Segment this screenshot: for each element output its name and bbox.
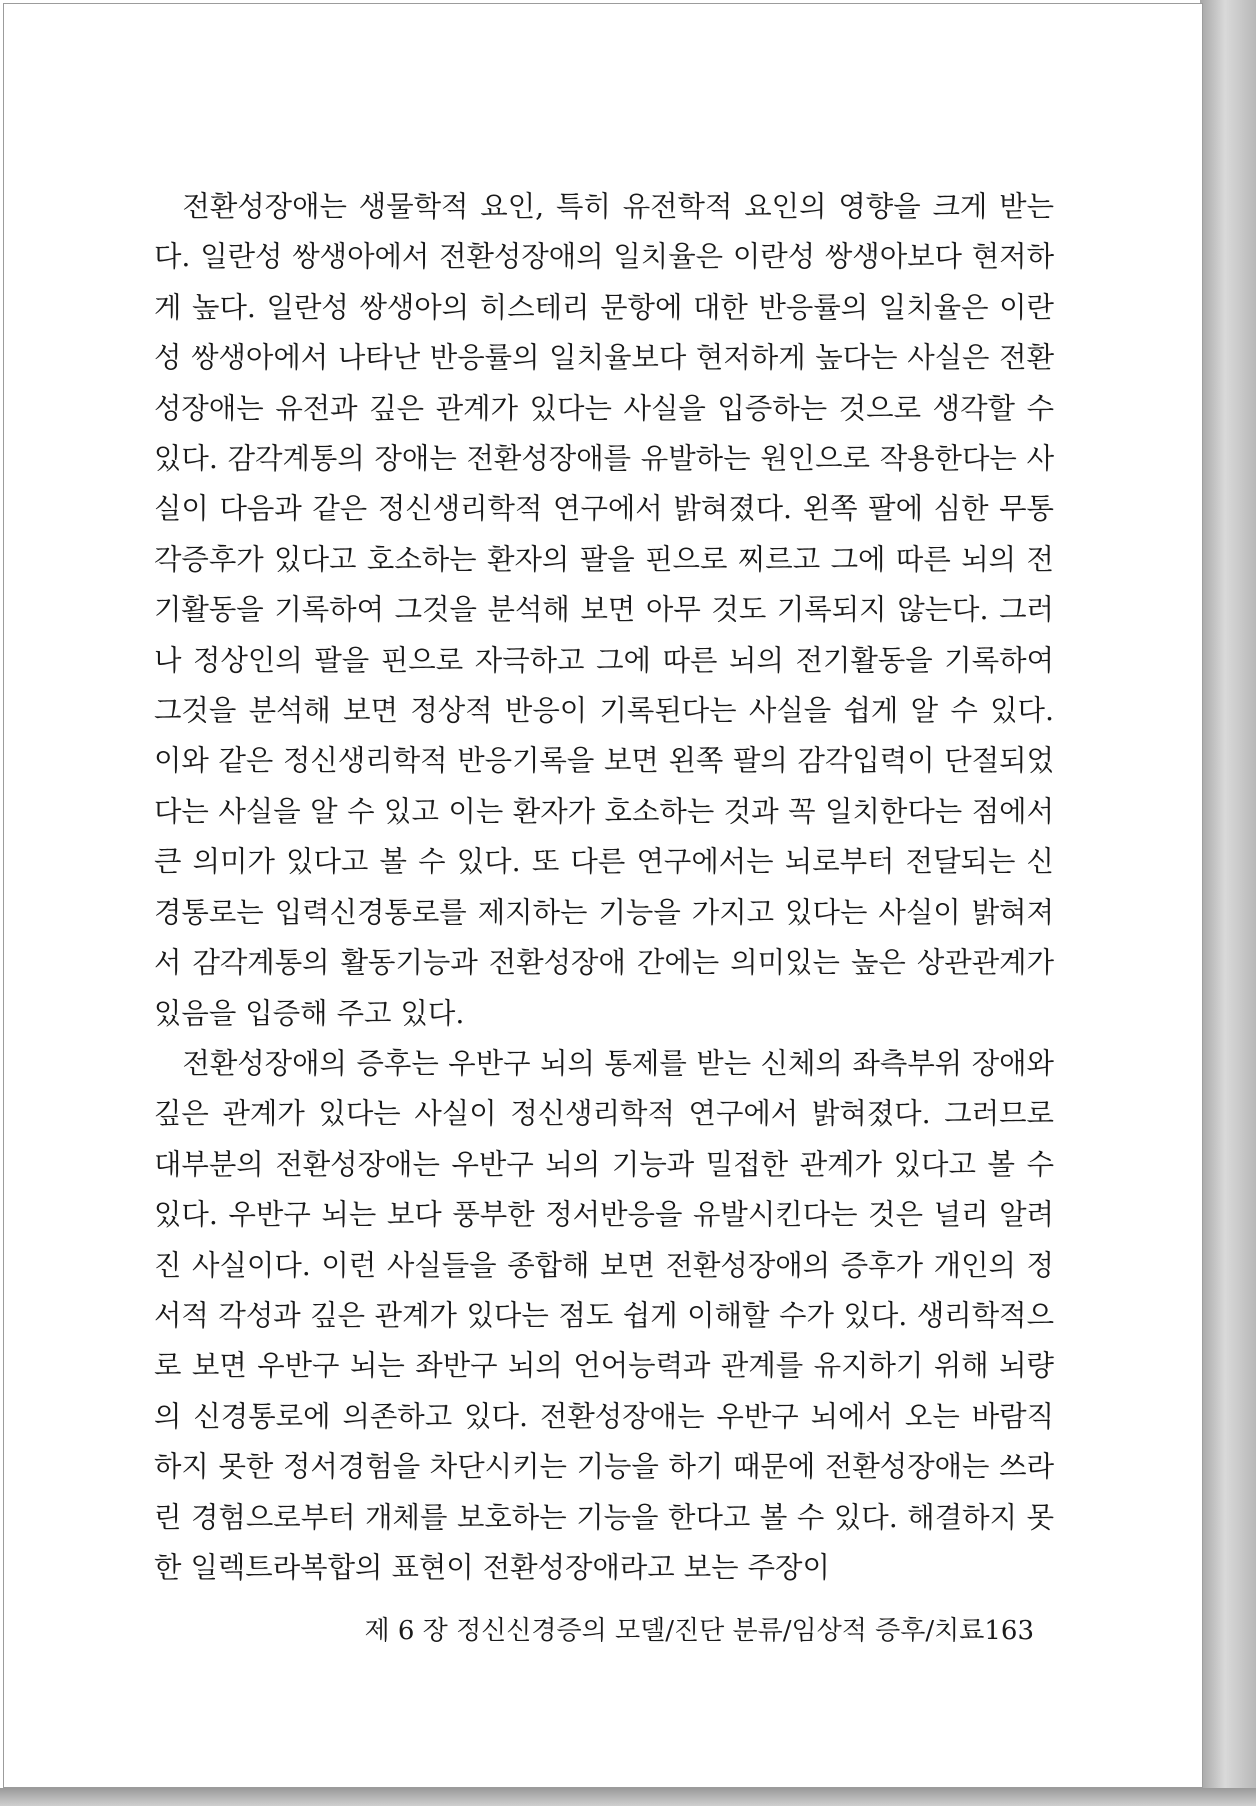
book-page (3, 3, 1203, 1788)
page-bottom-shadow (0, 1788, 1256, 1806)
running-footer (154, 1614, 1034, 1648)
body-text (154, 182, 1054, 1593)
page-edge-shadow (1200, 0, 1256, 1806)
page-number: 163 (984, 1616, 1034, 1646)
paragraph-2: 전환성장애의 증후는 우반구 뇌의 통제를 받는 신체의 좌측부위 장애와 깊은 관계가 있다는 사실이 정신생리학적 연구에서 밝혀졌다. 그러므로 대부분의 전환성장애는 우반구 뇌의 기능과 밀접한 관계가 있다고 볼 수 있다. 우반구 뇌는 보다 풍부한 정서반응을 유발시킨다는 것은 널리 알려진 사실이다. 이런 사실들을 종합해 보면 전환성장애의 증후가 개인의 정서적 각성과 깊은 관계가 있다는 점도 쉽게 이해할 수가 있다. 생리학적으로 보면 우반구 뇌는 좌반구 뇌의 언어능력과 관계를 유지하기 위해 뇌량의 신경통로에 의존하고 있다. 전환성장애는 우반구 뇌에서 오는 바람직하지 못한 정서경험을 차단시키는 기능을 하기 때문에 전환성장애는 쓰라린 경험으로부터 개체를 보호하는 기능을 한다고 볼 수 있다. 해결하지 못한 일렉트라복합의 표현이 전환성장애라고 보는 주장이 (154, 1046, 1054, 1584)
chapter-running-head: 제 6 장 정신신경증의 모델/진단 분류/임상적 증후/치료 (364, 1616, 985, 1646)
paragraph-1: 전환성장애는 생물학적 요인, 특히 유전학적 요인의 영향을 크게 받는다. 일란성 쌍생아에서 전환성장애의 일치율은 이란성 쌍생아보다 현저하게 높다. 일란성 쌍생아의 히스테리 문항에 대한 반응률의 일치율은 이란성 쌍생아에서 나타난 반응률의 일치율보다 현저하게 높다는 사실은 전환성장애는 유전과 깊은 관계가 있다는 사실을 입증하는 것으로 생각할 수 있다. 감각계통의 장애는 전환성장애를 유발하는 원인으로 작용한다는 사실이 다음과 같은 정신생리학적 연구에서 밝혀졌다. 왼쪽 팔에 심한 무통각증후가 있다고 호소하는 환자의 팔을 핀으로 찌르고 그에 따른 뇌의 전기활동을 기록하여 그것을 분석해 보면 아무 것도 기록되지 않는다. 그러나 정상인의 팔을 핀으로 자극하고 그에 따른 뇌의 전기활동을 기록하여 그것을 분석해 보면 정상적 반응이 기록된다는 사실을 쉽게 알 수 있다. 이와 같은 정신생리학적 반응기록을 보면 왼쪽 팔의 감각입력이 단절되었다는 사실을 알 수 있고 이는 환자가 호소하는 것과 꼭 일치한다는 점에서 큰 의미가 있다고 볼 수 있다. 또 다른 연구에서는 뇌로부터 전달되는 신경통로는 입력신경통로를 제지하는 기능을 가지고 있다는 사실이 밝혀져서 감각계통의 활동기능과 전환성장애 간에는 의미있는 높은 상관관계가 있음을 입증해 주고 있다. (154, 190, 1054, 1030)
